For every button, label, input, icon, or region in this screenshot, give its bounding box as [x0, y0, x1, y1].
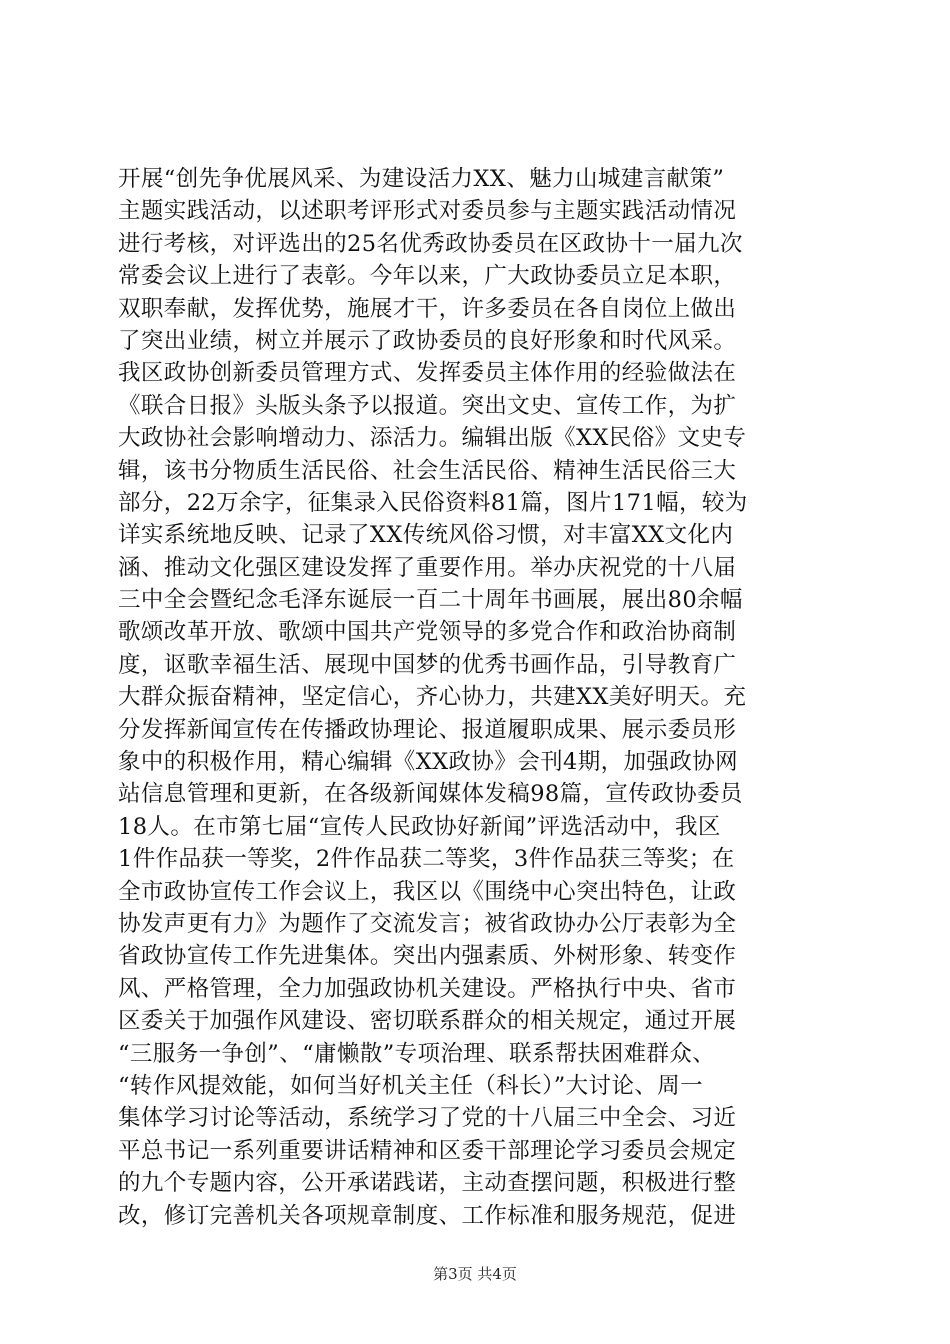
text-line: 18人。在市第七届“宣传人民政协好新闻”评选活动中，我区 — [118, 813, 721, 840]
text-line: 分发挥新闻宣传在传播政协理论、报道履职成果、展示委员形 — [118, 716, 737, 743]
text-line: 我区政协创新委员管理方式、发挥委员主体作用的经验做法在 — [118, 360, 737, 387]
text-line: 进行考核，对评选出的25名优秀政协委员在区政协十一届九次 — [118, 230, 743, 257]
body-text — [118, 163, 838, 1232]
text-line: 辑，该书分物质生活民俗、社会生活民俗、精神生活民俗三大 — [118, 457, 737, 484]
text-line: 《联合日报》头版头条予以报道。突出文史、宣传工作，为扩 — [118, 392, 737, 419]
text-line: 详实系统地反映、记录了XX传统风俗习惯，对丰富XX文化内 — [118, 522, 734, 549]
text-line: 省政协宣传工作先进集体。突出内强素质、外树形象、转变作 — [118, 943, 737, 970]
text-line: 三中全会暨纪念毛泽东诞辰一百二十周年书画展，展出80余幅 — [118, 587, 743, 614]
text-line: 象中的积极作用，精心编辑《XX政协》会刊4期，加强政协网 — [118, 749, 739, 776]
text-line: 区委关于加强作风建设、密切联系群众的相关规定，通过开展 — [118, 1008, 737, 1035]
text-line: 双职奉献，发挥优势，施展才干，许多委员在各自岗位上做出 — [118, 295, 737, 322]
text-line: 歌颂改革开放、歌颂中国共产党领导的多党合作和政治协商制 — [118, 619, 737, 646]
text-line: “三服务一争创”、“庸懒散”专项治理、联系帮扶困难群众、 — [118, 1040, 716, 1067]
text-line: 站信息管理和更新，在各级新闻媒体发稿98篇，宣传政协委员 — [118, 781, 743, 808]
text-line: 风、严格管理，全力加强政协机关建设。严格执行中央、省市 — [118, 975, 737, 1002]
text-line: 了突出业绩，树立并展示了政协委员的良好形象和时代风采。 — [118, 327, 737, 354]
text-line: 协发声更有力》为题作了交流发言；被省政协办公厅表彰为全 — [118, 910, 737, 937]
text-line: 度，讴歌幸福生活、展现中国梦的优秀书画作品，引导教育广 — [118, 651, 737, 678]
text-line: 主题实践活动，以述职考评形式对委员参与主题实践活动情况 — [118, 198, 737, 225]
text-line: 大政协社会影响增动力、添活力。编辑出版《XX民俗》文史专 — [118, 425, 747, 452]
page-footer — [0, 1263, 950, 1284]
page-number-label: 第3页 共4页 — [433, 1265, 517, 1283]
text-line: “转作风提效能，如何当好机关主任（科长）”大讨论、周一 — [118, 1072, 704, 1099]
text-line: 1件作品获一等奖，2件作品获二等奖，3件作品获三等奖；在 — [118, 846, 735, 873]
text-line: 改，修订完善机关各项规章制度、工作标准和服务规范，促进 — [118, 1202, 737, 1229]
text-line: 部分，22万余字，征集录入民俗资料81篇，图片171幅，较为 — [118, 489, 748, 516]
text-line: 全市政协宣传工作会议上，我区以《围绕中心突出特色，让政 — [118, 878, 737, 905]
text-line: 集体学习讨论等活动，系统学习了党的十八届三中全会、习近 — [118, 1105, 737, 1132]
text-line: 常委会议上进行了表彰。今年以来，广大政协委员立足本职， — [118, 263, 737, 290]
text-line: 大群众振奋精神，坚定信心，齐心协力，共建XX美好明天。充 — [118, 684, 747, 711]
text-line: 开展“创先争优展风采、为建设活力XX、魅力山城建言献策” — [118, 166, 725, 192]
text-line: 平总书记一系列重要讲话精神和区委干部理论学习委员会规定 — [118, 1137, 737, 1164]
text-line: 的九个专题内容，公开承诺践诺，主动查摆问题，积极进行整 — [118, 1170, 737, 1197]
text-line: 涵、推动文化强区建设发挥了重要作用。举办庆祝党的十八届 — [118, 554, 737, 581]
